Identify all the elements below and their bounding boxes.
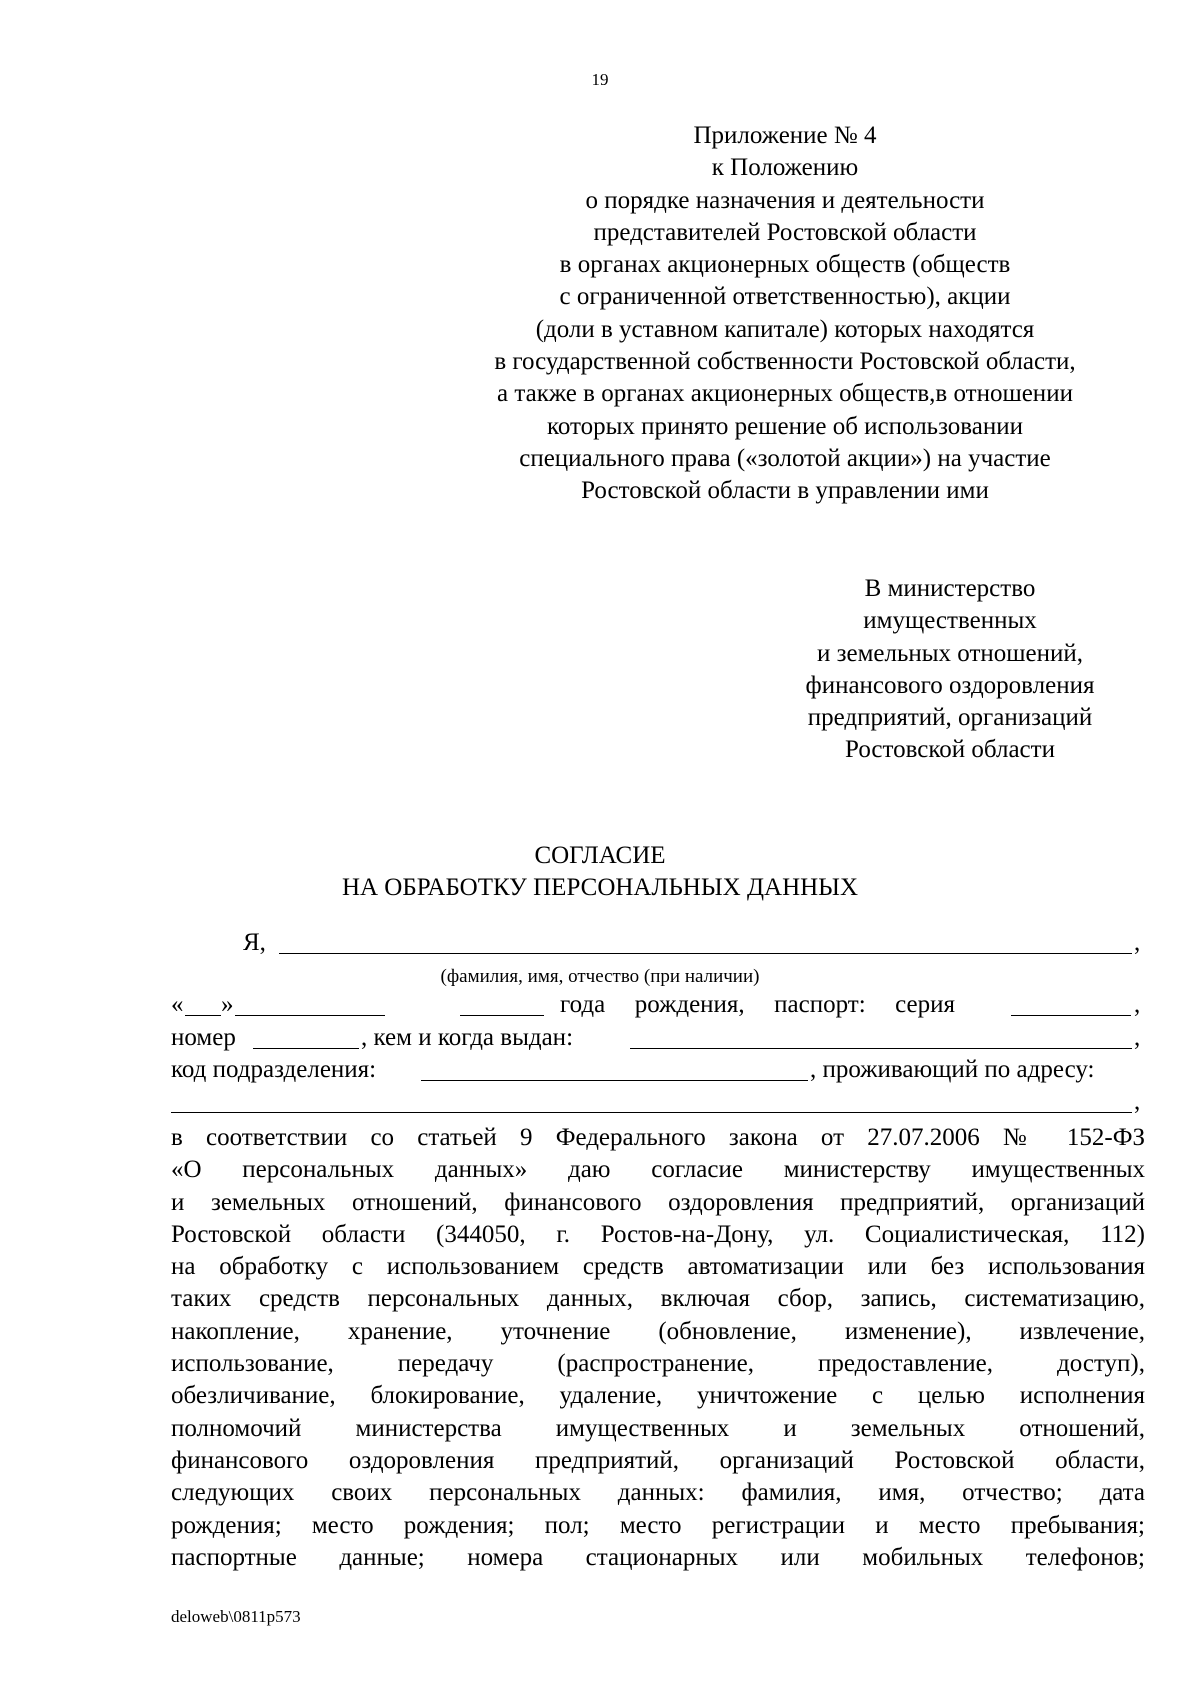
division-code-field[interactable]	[421, 1080, 808, 1081]
full-name-field[interactable]	[279, 953, 1132, 954]
body-line: рождения; место рождения; пол; место регистрации и место пребывания;	[171, 1511, 1145, 1539]
body-line: «О персональных данных» даю согласие министерству имущественных	[171, 1156, 1145, 1184]
addressee-line: предприятий, организаций	[807, 704, 1093, 732]
title-line: НА ОБРАБОТКУ ПЕРСОНАЛЬНЫХ ДАННЫХ	[341, 874, 859, 901]
comma: ,	[1134, 1024, 1141, 1051]
division-label: код подразделения:	[171, 1056, 377, 1083]
appendix-line: представителей Ростовской области	[593, 218, 977, 246]
comma: ,	[1134, 929, 1141, 956]
body-line: полномочий министерства имущественных и земельных отношений,	[171, 1414, 1145, 1442]
appendix-line: в органах акционерных обществ (обществ	[559, 251, 1011, 279]
body-line: в соответствии со статьей 9 Федерального закона от 27.07.2006 № 152-ФЗ	[171, 1124, 1145, 1151]
appendix-line: (доли в уставном капитале) которых находятся	[535, 315, 1035, 343]
body-line: паспортные данные; номера стационарных или мобильных телефонов;	[171, 1543, 1145, 1571]
body-line: обезличивание, блокирование, удаление, уничтожение с целью исполнения	[171, 1382, 1145, 1410]
addressee-block	[730, 573, 1170, 767]
page-number: 19	[591, 70, 609, 89]
appendix-line: в государственной собственности Ростовской области,	[494, 348, 1076, 376]
passport-number-field[interactable]	[253, 1048, 359, 1049]
addressee-line: и земельных отношений,	[816, 639, 1084, 667]
addressee-line: финансового оздоровления	[805, 671, 1095, 699]
appendix-line: Ростовской области в управлении ими	[581, 477, 989, 505]
appendix-line: к Положению	[711, 154, 859, 182]
birth-label: года рождения, паспорт: серия	[560, 991, 955, 1018]
body-line: и земельных отношений, финансового оздоровления предприятий, организаций	[171, 1188, 1145, 1216]
form-row-address	[171, 1087, 1145, 1117]
appendix-line: специального права («золотой акции») на участие	[519, 444, 1051, 472]
addressee-line: имущественных	[863, 607, 1037, 635]
body-line: финансового оздоровления предприятий, организаций Ростовской области,	[171, 1446, 1145, 1474]
address-label: , проживающий по адресу:	[810, 1056, 1095, 1083]
body-line: использование, передачу (распространение, предоставление, доступ),	[171, 1350, 1145, 1378]
body-line: накопление, хранение, уточнение (обновление, изменение), извлечение,	[171, 1317, 1145, 1345]
addressee-line: В министерство	[864, 575, 1036, 602]
title-line: СОГЛАСИЕ	[534, 842, 666, 869]
comma: ,	[1134, 991, 1141, 1018]
document-id-footer: deloweb\0811p573	[171, 1607, 301, 1626]
birth-day-field[interactable]	[185, 1015, 221, 1016]
body-line: следующих своих персональных данных: фамилия, имя, отчество; дата	[171, 1479, 1145, 1507]
issued-label: , кем и когда выдан:	[361, 1024, 574, 1051]
i-label: Я,	[243, 929, 266, 956]
comma: ,	[1134, 1088, 1141, 1115]
name-caption: (фамилия, имя, отчество (при наличии)	[440, 966, 760, 987]
appendix-line: о порядке назначения и деятельности	[585, 186, 985, 214]
body-line: на обработку с использованием средств автоматизации или без использования	[171, 1253, 1145, 1281]
form-row-passport	[171, 1023, 1145, 1053]
birth-year-field[interactable]	[460, 1015, 544, 1016]
birth-month-field[interactable]	[235, 1015, 385, 1016]
document-title	[0, 840, 1200, 904]
body-line: таких средств персональных данных, включая сбор, запись, систематизацию,	[171, 1285, 1145, 1313]
appendix-header	[445, 120, 1125, 508]
form-row-birth	[171, 990, 1145, 1020]
form-row-name	[171, 928, 1145, 958]
issued-by-field[interactable]	[630, 1048, 1132, 1049]
body-line: Ростовской области (344050, г. Ростов-на-Дону, ул. Социалистическая, 112)	[171, 1220, 1145, 1248]
number-label: номер	[171, 1024, 236, 1051]
appendix-line: с ограниченной ответственностью), акции	[559, 283, 1011, 311]
quote-close: »	[221, 991, 234, 1018]
appendix-line: а также в органах акционерных обществ,в отношении	[497, 380, 1073, 408]
appendix-line: которых принято решение об использовании	[546, 412, 1024, 440]
address-field[interactable]	[171, 1112, 1132, 1113]
appendix-line: Приложение № 4	[693, 122, 877, 149]
consent-body	[171, 1122, 1145, 1574]
form-row-division	[171, 1055, 1145, 1085]
quote-open: «	[171, 991, 184, 1018]
addressee-line: Ростовской области	[845, 736, 1055, 764]
passport-series-field[interactable]	[1011, 1015, 1131, 1016]
